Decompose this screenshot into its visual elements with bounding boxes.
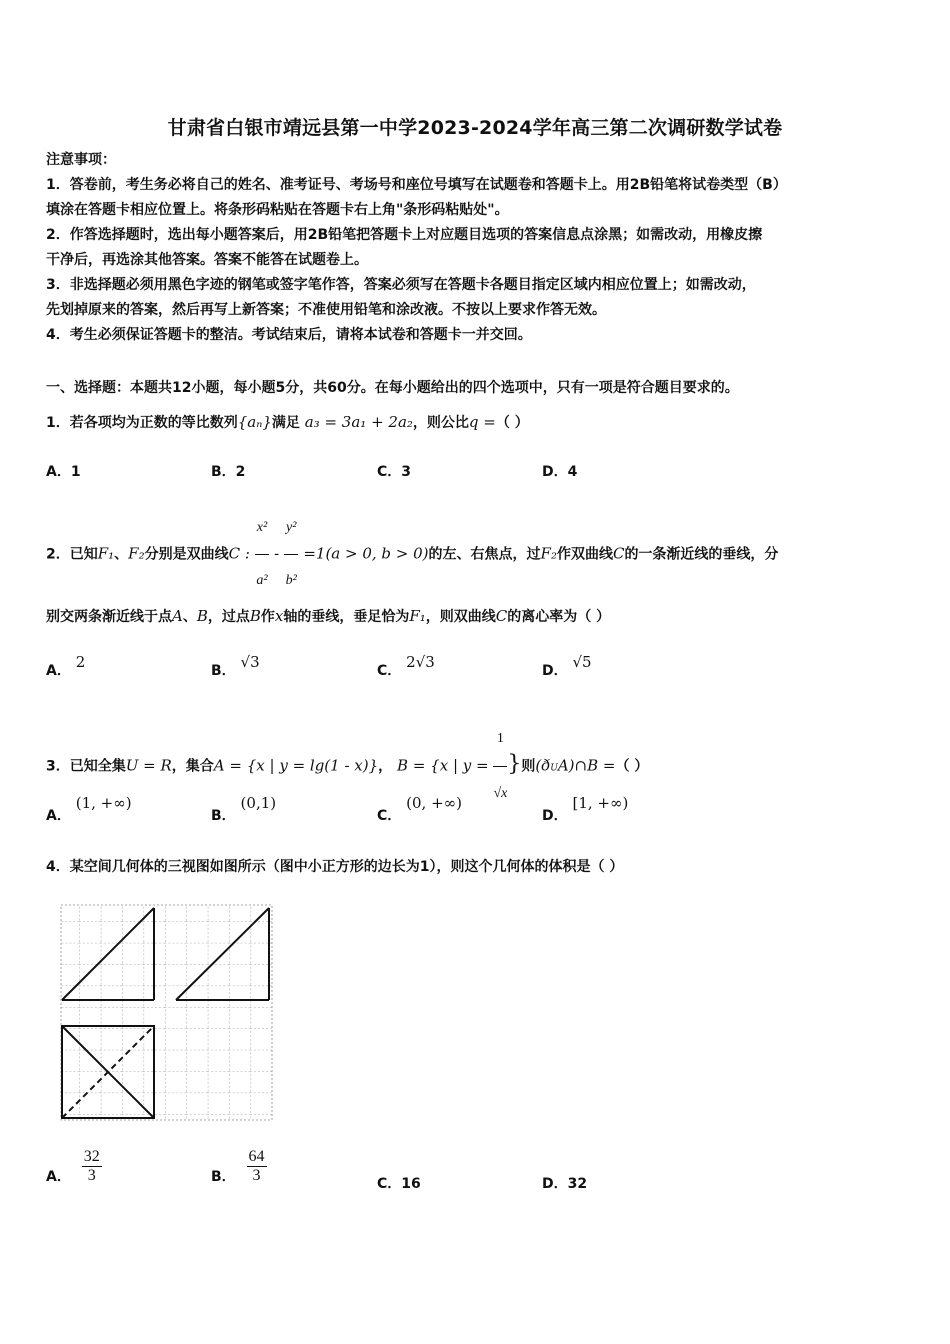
notice-section bbox=[46, 148, 787, 348]
q2-option-b[interactable]: B． √3 bbox=[211, 653, 260, 679]
q2-option-a[interactable]: A． 2 bbox=[46, 653, 86, 679]
three-view-diagram bbox=[58, 900, 276, 1126]
notice-line: 先划掉原来的答案，然后再写上新答案；不准使用铅笔和涂改液。不按以上要求作答无效。 bbox=[46, 302, 606, 318]
q1-text: 满足 bbox=[271, 415, 300, 431]
hyperbola-rhs: =1(a > 0, b > 0) bbox=[303, 544, 429, 563]
q3-option-d[interactable]: D． [1, +∞) bbox=[542, 794, 629, 824]
q1-text: 1．若各项均为正数的等比数列 bbox=[46, 415, 238, 431]
q1-equation: a₃ = 3a₁ + 2a₂ bbox=[304, 413, 413, 431]
q4-option-a[interactable]: A． $\frac{32}{3}$ bbox=[46, 1148, 100, 1185]
question-4: 4．某空间几何体的三视图如图所示（图中小正方形的边长为1），则这个几何体的体积是（ ） bbox=[46, 859, 624, 875]
q1-option-c[interactable]: C．3 bbox=[377, 464, 412, 480]
q3-option-b[interactable]: B． (0,1) bbox=[211, 794, 277, 824]
section-heading: 一、选择题：本题共12小题，每小题5分，共60分。在每小题给出的四个选项中，只有一项是符合题目要求的。 bbox=[46, 380, 739, 396]
focus-f2: F₂ bbox=[128, 544, 145, 563]
question-2-line-1: 2．已知F₁、F₂分别是双曲线C : $\frac{\text{x²}}{\text{a²}}$ - $\frac{\text{y²}}{\text{b²}}$ =1(a > 0, b > 0)的左、右焦点，过F₂作双曲线C的一条渐近线的垂线，分 bbox=[46, 502, 778, 607]
q3-option-a[interactable]: A． (1, +∞) bbox=[46, 794, 132, 824]
fraction-1-sqrtx: $\frac{1}{√x}$ bbox=[493, 712, 507, 821]
q4-option-c[interactable]: C．16 bbox=[377, 1176, 421, 1192]
curve-name: C : bbox=[228, 544, 250, 563]
q1-text: （ ） bbox=[495, 415, 529, 431]
notice-line: 4．考生必须保证答题卡的整洁。考试结束后，请将本试卷和答题卡一并交回。 bbox=[46, 327, 532, 343]
q1-option-a[interactable]: A．1 bbox=[46, 464, 81, 480]
q1-option-b[interactable]: B．2 bbox=[211, 464, 246, 480]
notice-line: 干净后，再选涂其他答案。答案不能答在试题卷上。 bbox=[46, 252, 368, 268]
fraction-y2-b2: $\frac{\text{y²}}{\text{b²}}$ bbox=[284, 502, 298, 607]
notice-line: 2．作答选择题时，选出每小题答案后，用2B铅笔把答题卡上对应题目选项的答案信息点涂黑；如需改动，用橡皮擦 bbox=[46, 227, 763, 243]
focus-f1: F₁ bbox=[97, 544, 115, 563]
q2-option-c[interactable]: C． 2√3 bbox=[377, 653, 435, 679]
universal-set: U = R bbox=[125, 756, 172, 775]
q3-option-c[interactable]: C． (0, +∞) bbox=[377, 794, 463, 824]
set-b: B = {x | y = bbox=[397, 756, 489, 775]
fraction-x2-a2: $\frac{\text{x²}}{\text{a²}}$ bbox=[255, 502, 269, 607]
q4-option-d[interactable]: D．32 bbox=[542, 1176, 588, 1192]
q4-option-b[interactable]: B． $\frac{64}{3}$ bbox=[211, 1148, 265, 1185]
q1-text: ，则公比 bbox=[412, 415, 469, 431]
question-1 bbox=[46, 412, 529, 432]
page-title: 甘肃省白银市靖远县第一中学2023-2024学年高三第二次调研数学试卷 bbox=[167, 117, 783, 139]
q2-option-d[interactable]: D． √5 bbox=[542, 653, 592, 679]
notice-heading: 注意事项： bbox=[46, 152, 116, 168]
notice-line: 3．非选择题必须用黑色字迹的钢笔或签字笔作答，答案必须写在答题卡各题目指定区域内相应位置上；如需改动， bbox=[46, 277, 756, 293]
notice-line: 填涂在答题卡相应位置上。将条形码粘贴在答题卡右上角"条形码粘贴处"。 bbox=[46, 202, 509, 218]
q1-sequence: {aₙ} bbox=[237, 413, 272, 431]
set-a: A = {x | y = lg(1 - x)} bbox=[213, 756, 379, 775]
complement: (ð bbox=[535, 756, 551, 775]
q1-ratio: q = bbox=[468, 413, 496, 431]
notice-line: 1．答卷前，考生务必将自己的姓名、准考证号、考场号和座位号填写在试题卷和答题卡上。用2B铅笔将试卷类型（B） bbox=[46, 177, 787, 193]
q1-option-d[interactable]: D．4 bbox=[542, 464, 578, 480]
question-3: 3．已知全集U = R，集合A = {x | y = lg(1 - x)}， B = {x | y = $\frac{1}{√x}$ }则(ðUA)∩B =（ ） bbox=[46, 712, 648, 821]
question-2-line-2: 别交两条渐近线于点A、B，过点B作x轴的垂线，垂足恰为F₁，则双曲线C的离心率为（ ） bbox=[46, 607, 611, 625]
